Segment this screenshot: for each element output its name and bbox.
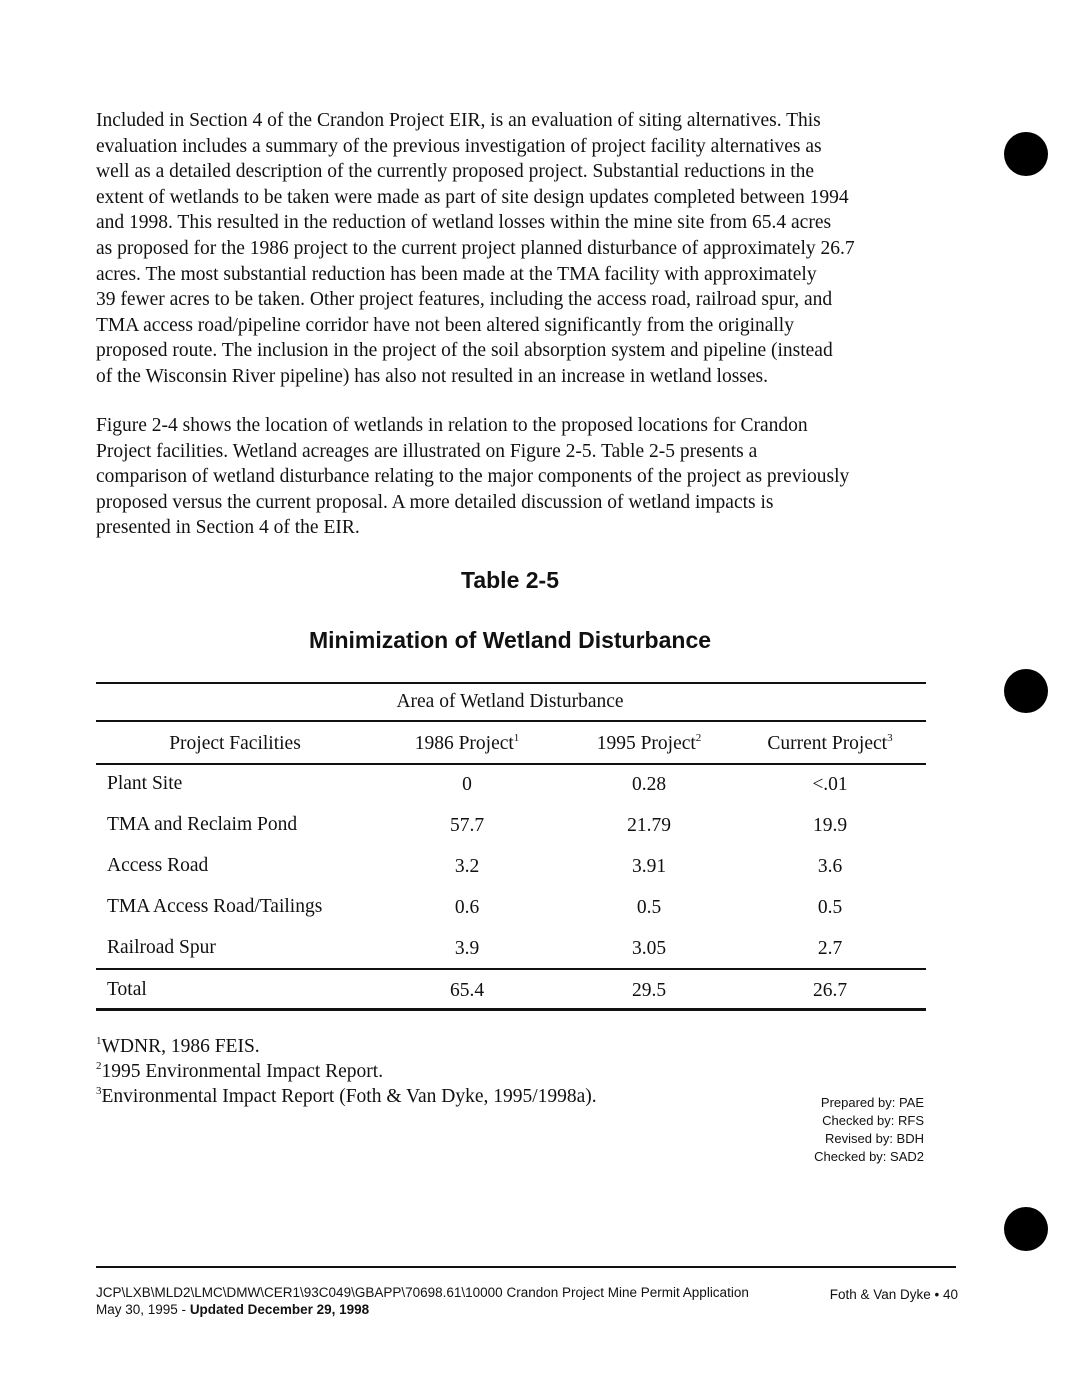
header-rule — [96, 720, 926, 722]
text-line: evaluation includes a summary of the previous investigation of project facility alternatives as — [96, 135, 822, 157]
value-cell: 3.9 — [454, 938, 480, 959]
text-line: comparison of wetland disturbance relating to the major components of the project as previously — [96, 466, 850, 488]
column-header: 1986 Project$^1$ — [414, 732, 520, 754]
text-line: extent of wetlands to be taken were made as part of site design updates completed between 1994 — [96, 186, 849, 208]
footer-document-line — [96, 1285, 749, 1300]
column-header: Current Project$^3$ — [767, 732, 893, 754]
file-path: JCP\LXB\MLD2\LMC\DMW\CER1\93C049\GBAPP\70698.61\10000 — [96, 1285, 503, 1300]
value-cell: 0.5 — [817, 897, 843, 918]
value-cell: 29.5 — [631, 980, 667, 1001]
column-header: Project Facilities — [169, 733, 301, 754]
value-cell: 0.6 — [454, 897, 480, 918]
text-line: Included in Section 4 of the Crandon Project EIR, is an evaluation of siting alternatives. This — [96, 110, 821, 131]
value-cell: 26.7 — [812, 980, 848, 1001]
punch-hole-icon — [1004, 1207, 1048, 1251]
value-cell: <.01 — [812, 774, 848, 795]
footnote: $^3$Environmental Impact Report (Foth & Van Dyke, 1995/1998a). — [96, 1085, 597, 1107]
value-cell: 0.5 — [636, 897, 662, 918]
group-header: Area of Wetland Disturbance — [396, 691, 624, 712]
facility-cell: TMA Access Road/Tailings — [107, 896, 323, 917]
punch-hole-icon — [1004, 132, 1048, 176]
original-date: May 30, 1995 - — [96, 1302, 190, 1317]
column-header: 1995 Project$^2$ — [596, 732, 702, 754]
footer-date-line — [96, 1302, 369, 1317]
text-line: TMA access road/pipeline corridor have not been altered significantly from the originally — [96, 314, 794, 336]
value-cell: 0 — [462, 774, 472, 795]
total-rule — [96, 968, 926, 970]
revised-by: Revised by: BDH — [825, 1131, 924, 1146]
value-cell: 3.91 — [631, 856, 667, 877]
value-cell: 3.6 — [817, 856, 843, 877]
table-title: Minimization of Wetland Disturbance — [308, 627, 712, 653]
text-line: presented in Section 4 of the EIR. — [96, 517, 360, 539]
value-cell: 65.4 — [449, 980, 485, 1001]
value-cell: 3.05 — [631, 938, 667, 959]
text-line: proposed route. The inclusion in the project of the soil absorption system and pipeline (instead — [96, 340, 833, 362]
value-cell: 3.2 — [454, 856, 480, 877]
prepared-by: Prepared by: PAE — [820, 1095, 924, 1110]
header-bottom-rule — [96, 763, 926, 765]
value-cell: 21.79 — [627, 815, 671, 836]
value-cell: 0.28 — [631, 774, 667, 795]
document-title: Crandon Project Mine Permit Application — [506, 1285, 749, 1300]
text-line: proposed versus the current proposal. A more detailed discussion of wetland impacts is — [96, 491, 774, 513]
facility-cell: Plant Site — [107, 773, 183, 794]
text-line: Project facilities. Wetland acreages are illustrated on Figure 2-5. Table 2-5 presents a — [96, 440, 758, 462]
intro-paragraph — [96, 108, 936, 390]
figure-reference-paragraph — [96, 413, 936, 541]
facility-cell: TMA and Reclaim Pond — [107, 814, 298, 835]
table-number: Table 2-5 — [461, 567, 559, 593]
value-cell: 19.9 — [812, 815, 848, 836]
updated-date: Updated December 29, 1998 — [189, 1302, 370, 1317]
text-line: acres. The most substantial reduction has been made at the TMA facility with approximately — [96, 263, 817, 285]
text-line: of the Wisconsin River pipeline) has also not resulted in an increase in wetland losses. — [96, 365, 768, 387]
checked-by: Checked by: RFS — [822, 1113, 924, 1128]
footer-rule — [96, 1266, 956, 1268]
text-line: as proposed for the 1986 project to the current project planned disturbance of approximately 26.7 — [96, 237, 855, 259]
text-line: Figure 2-4 shows the location of wetlands in relation to the proposed locations for Crandon — [96, 415, 808, 436]
page-number: Foth & Van Dyke • 40 — [829, 1287, 958, 1302]
table-top-rule — [96, 682, 926, 684]
facility-cell: Total — [107, 979, 147, 1000]
text-line: 39 fewer acres to be taken. Other project features, including the access road, railroad spur, and — [96, 289, 833, 311]
facility-cell: Access Road — [107, 855, 209, 876]
facility-cell: Railroad Spur — [107, 937, 216, 958]
footnote: $^1$WDNR, 1986 FEIS. — [96, 1035, 260, 1057]
value-cell: 2.7 — [817, 938, 843, 959]
text-line: well as a detailed description of the currently proposed project. Substantial reductions in the — [96, 161, 815, 183]
preparation-credits — [704, 1094, 924, 1166]
table-bottom-rule — [96, 1008, 926, 1011]
value-cell: 57.7 — [449, 815, 485, 836]
punch-hole-icon — [1004, 669, 1048, 713]
text-line: and 1998. This resulted in the reduction of wetland losses within the mine site from 65.4 acres — [96, 212, 832, 234]
footnote: $^2$1995 Environmental Impact Report. — [96, 1060, 384, 1082]
checked-by: Checked by: SAD2 — [814, 1149, 924, 1164]
